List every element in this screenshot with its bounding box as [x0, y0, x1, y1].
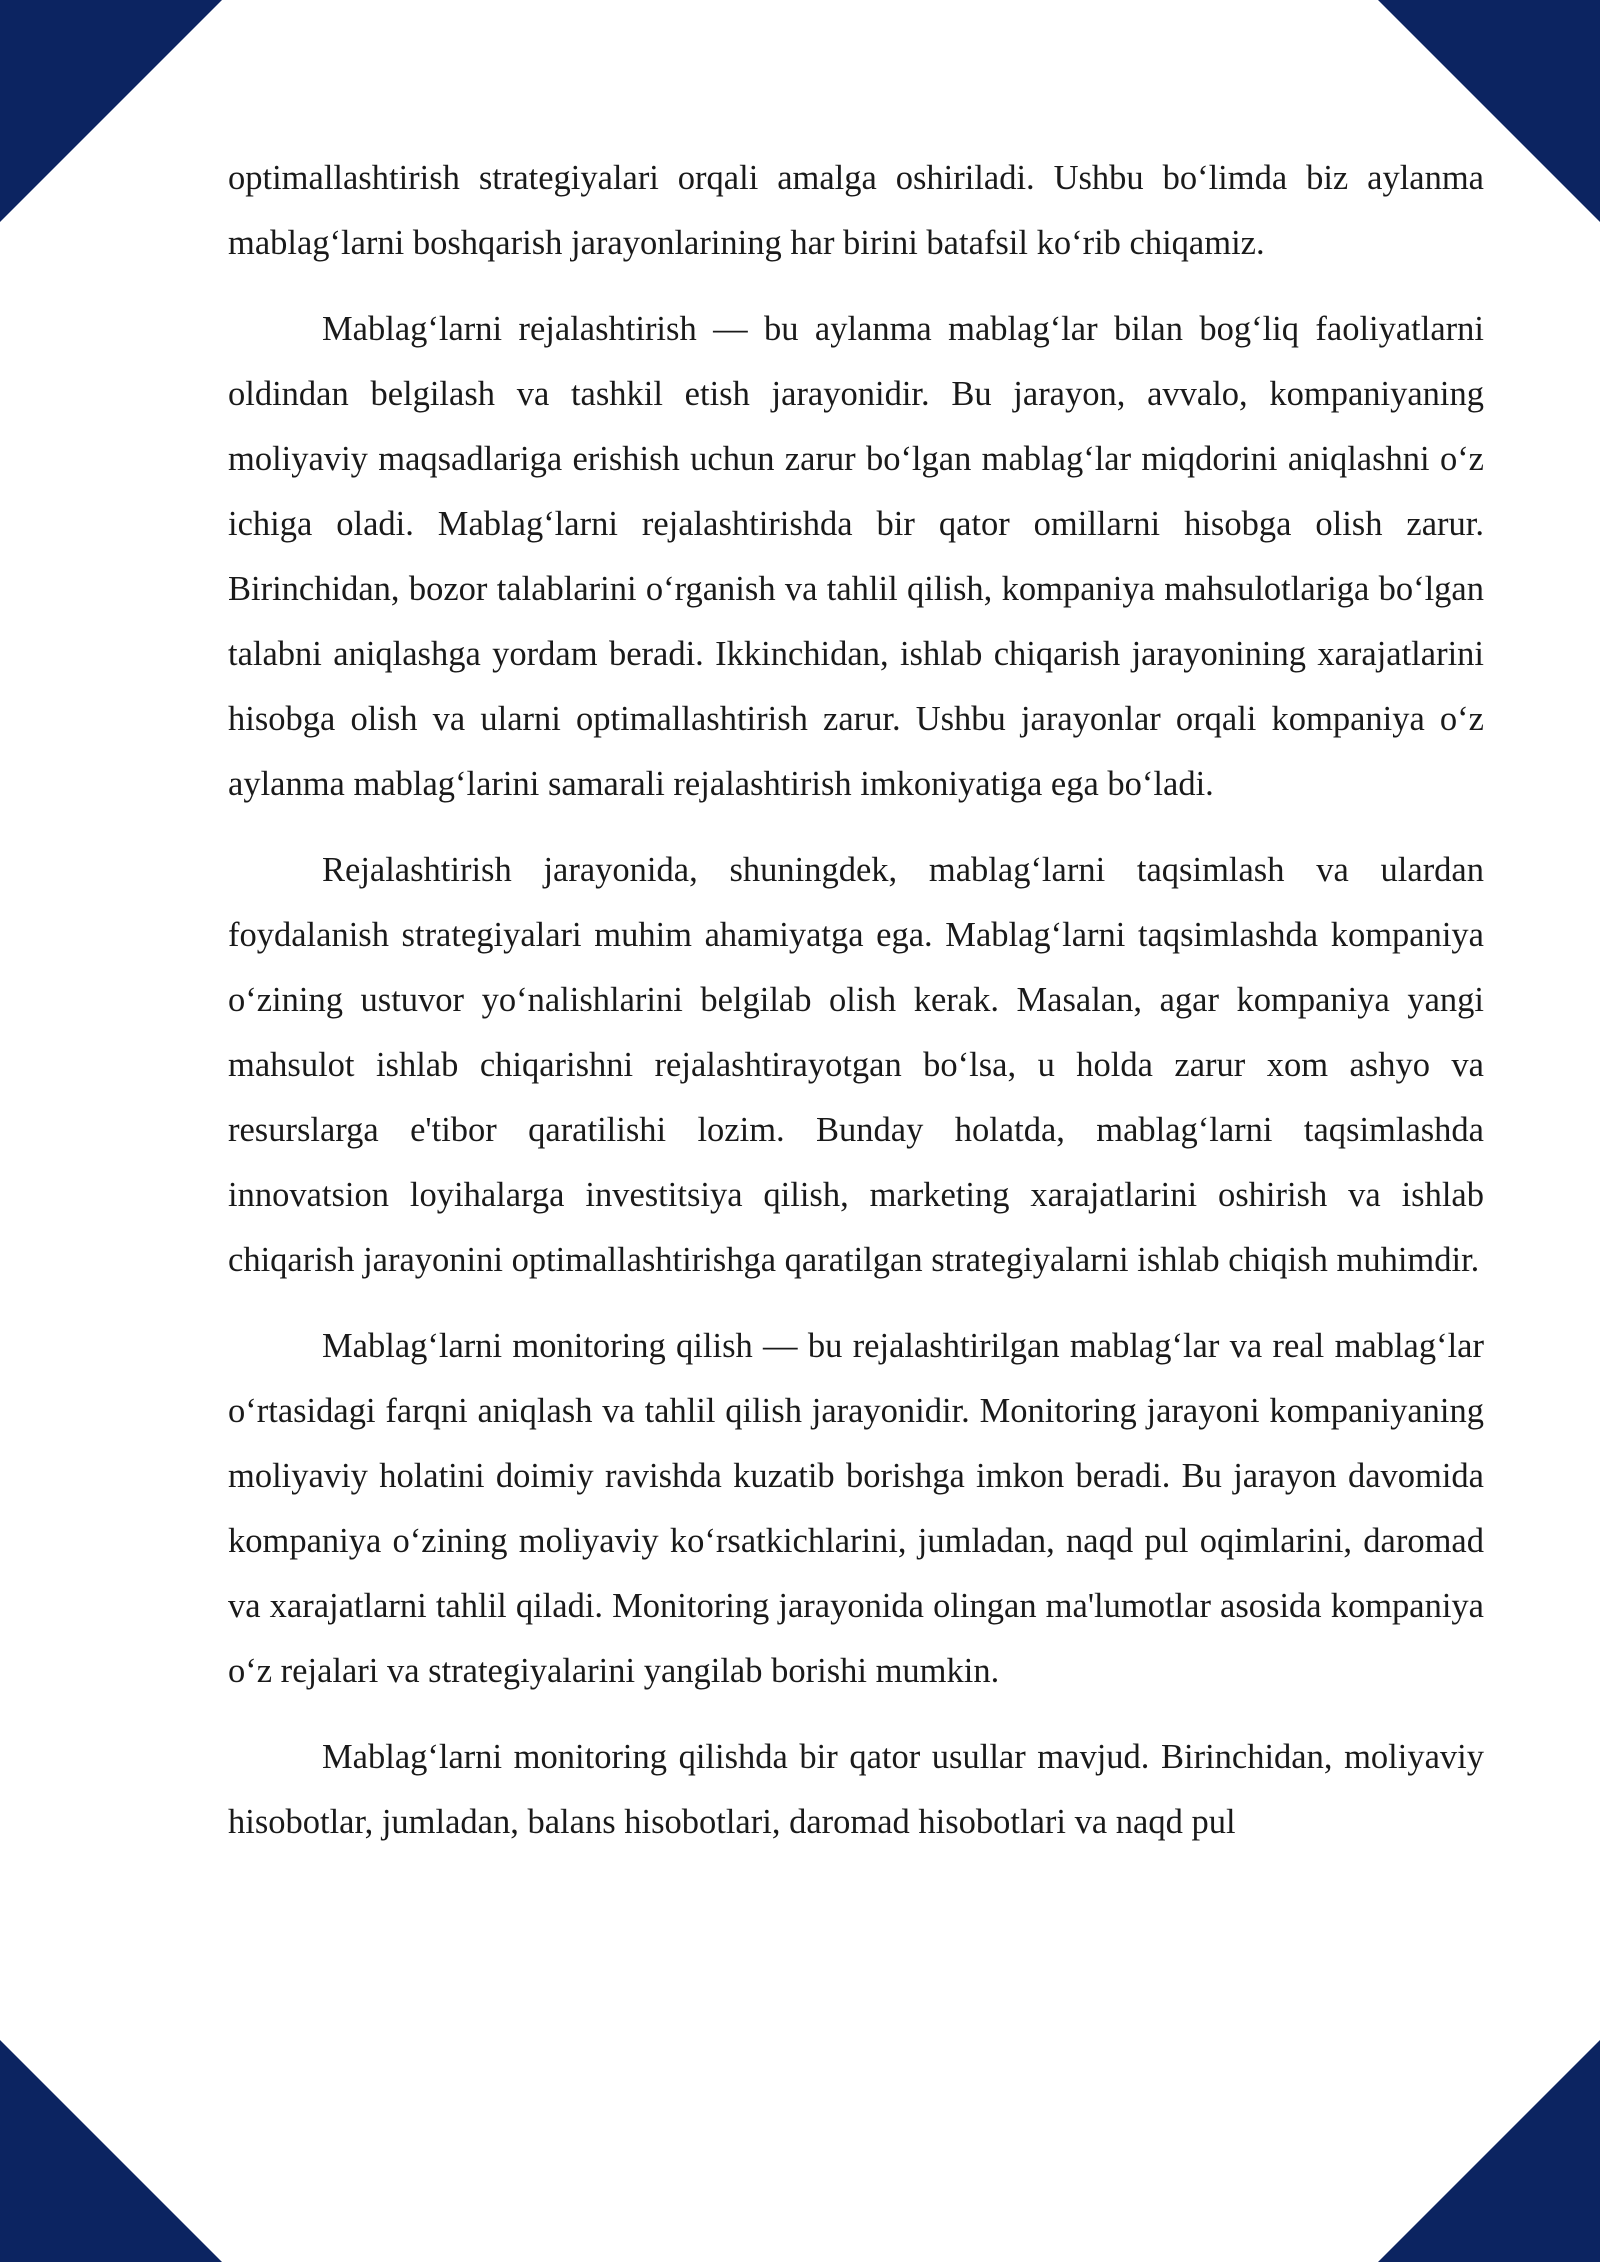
- corner-decoration-bottom-right: [1378, 2040, 1600, 2262]
- paragraph-allocation: Rejalashtirish jarayonida, shuningdek, mablag‘larni taqsimlash va ulardan foydalanish strategiyalari muhim ahamiyatga ega. Mablag‘larni taqsimlashda kompaniya o‘zining ustuvor yo‘nalishlarini belgilab olish kerak. Masalan, agar kompaniya yangi mahsulot ishlab chiqarishni rejalashtirayotgan bo‘lsa, u holda zarur xom ashyo va resurslarga e'tibor qaratilishi lozim. Bunday holatda, mablag‘larni taqsimlashda innovatsion loyihalarga investitsiya qilish, marketing xarajatlarini oshirish va ishlab chiqarish jarayonini optimallashtirishga qaratilgan strategiyalarni ishlab chiqish muhimdir.: [228, 851, 1484, 1279]
- paragraph-monitoring-methods: Mablag‘larni monitoring qilishda bir qator usullar mavjud. Birinchidan, moliyaviy hisobotlar, jumladan, balans hisobotlari, daromad hisobotlari va naqd pul: [228, 1738, 1484, 1841]
- document-body: [228, 146, 1484, 1876]
- corner-decoration-bottom-left: [0, 2040, 222, 2262]
- corner-decoration-top-left: [0, 0, 222, 222]
- paragraph-continuation: optimallashtirish strategiyalari orqali amalga oshiriladi. Ushbu bo‘limda biz aylanma mablag‘larni boshqarish jarayonlarining har birini batafsil ko‘rib chiqamiz.: [228, 159, 1484, 262]
- paragraph-planning: Mablag‘larni rejalashtirish — bu aylanma mablag‘lar bilan bog‘liq faoliyatlarni oldindan belgilash va tashkil etish jarayonidir. Bu jarayon, avvalo, kompaniyaning moliyaviy maqsadlariga erishish uchun zarur bo‘lgan mablag‘lar miqdorini aniqlashni o‘z ichiga oladi. Mablag‘larni rejalashtirishda bir qator omillarni hisobga olish zarur. Birinchidan, bozor talablarini o‘rganish va tahlil qilish, kompaniya mahsulotlariga bo‘lgan talabni aniqlashga yordam beradi. Ikkinchidan, ishlab chiqarish jarayonining xarajatlarini hisobga olish va ularni optimallashtirish zarur. Ushbu jarayonlar orqali kompaniya o‘z aylanma mablag‘larini samarali rejalashtirish imkoniyatiga ega bo‘ladi.: [228, 310, 1484, 803]
- paragraph-monitoring: Mablag‘larni monitoring qilish — bu rejalashtirilgan mablag‘lar va real mablag‘lar o‘rtasidagi farqni aniqlash va tahlil qilish jarayonidir. Monitoring jarayoni kompaniyaning moliyaviy holatini doimiy ravishda kuzatib borishga imkon beradi. Bu jarayon davomida kompaniya o‘zining moliyaviy ko‘rsatkichlarini, jumladan, naqd pul oqimlarini, daromad va xarajatlarni tahlil qiladi. Monitoring jarayonida olingan ma'lumotlar asosida kompaniya o‘z rejalari va strategiyalarini yangilab borishi mumkin.: [228, 1327, 1484, 1690]
